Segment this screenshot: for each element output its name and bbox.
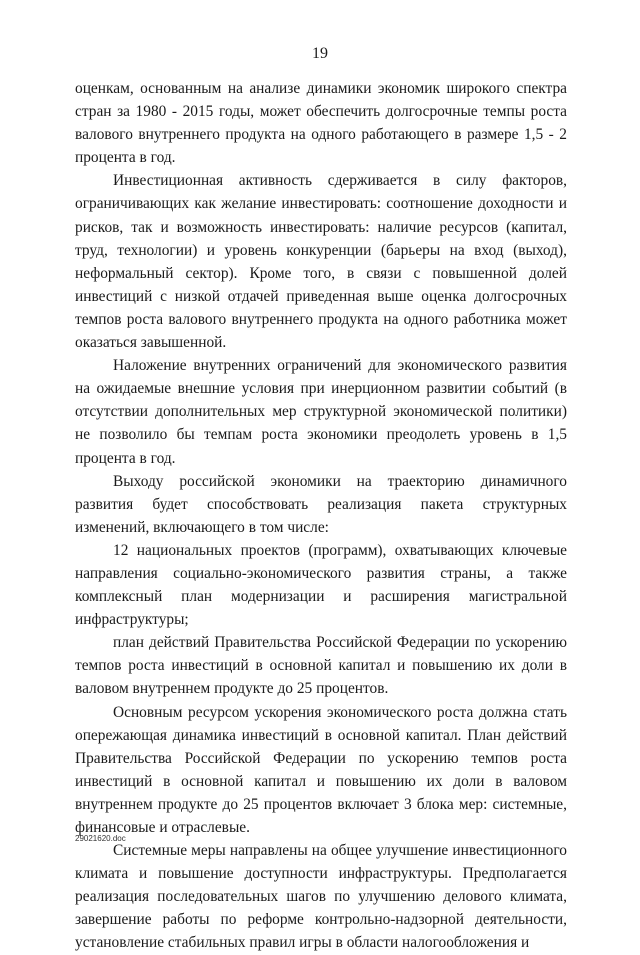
footer-file-name: 29021620.doc — [75, 834, 126, 843]
list-item-action-plan: план действий Правительства Российской Федерации по ускорению темпов роста инвестиций в основной капитал и повышению их доли в валовом внутреннем продукте до 25 процентов. — [75, 634, 567, 698]
paragraph-internal-constraints: Наложение внутренних ограничений для экономического развития на ожидаемые внешние условия при инерционном развитии событий (в отсутствии дополнительных мер структурной экономической политики) не позволило бы темпам роста экономики преодолеть уровень в 1,5 процента в год. — [75, 357, 567, 467]
document-body — [75, 77, 567, 955]
paragraph-system-measures: Системные меры направлены на общее улучшение инвестиционного климата и повышение доступности инфраструктуры. Предполагается реализация последовательных шагов по улучшению делового климата, завершение работы по реформе контрольно-надзорной деятельности, установление стабильных правил игры в области налогообложения и — [75, 842, 567, 952]
list-item-national-projects: 12 национальных проектов (программ), охватывающих ключевые направления социально-экономического развития страны, а также комплексный план модернизации и расширения магистральной инфраструктуры; — [75, 541, 567, 629]
paragraph-continuation: оценкам, основанным на анализе динамики экономик широкого спектра стран за 1980 - 2015 годы, может обеспечить долгосрочные темпы роста валового внутреннего продукта на одного работающего в размере 1,5 - 2 процента в год. — [75, 80, 567, 167]
page-number: 19 — [312, 45, 328, 62]
paragraph-investment-activity: Инвестиционная активность сдерживается в силу факторов, ограничивающих как желание инвестировать: соотношение доходности и рисков, так и возможность инвестировать: наличие ресурсов (капитал, труд, технологии) и уровень конкуренции (барьеры на вход (выход), неформальный сектор). Кроме того, в связи с повышенной долей инвестиций с низкой отдачей приведенная выше оценка долгосрочных темпов роста валового внутреннего продукта на одного работника может оказаться завышенной. — [75, 172, 567, 352]
paragraph-dynamic-development: Выходу российской экономики на траекторию динамичного развития будет способствовать реализация пакета структурных изменений, включающего в том числе: — [75, 472, 567, 536]
paragraph-main-resource: Основным ресурсом ускорения экономического роста должна стать опережающая динамика инвестиций в основной капитал. План действий Правительства Российской Федерации по ускорению темпов роста инвестиций в основной капитал и повышению их доли в валовом внутреннем продукте до 25 процентов включает 3 блока мер: системные, финансовые и отраслевые. — [75, 703, 567, 836]
